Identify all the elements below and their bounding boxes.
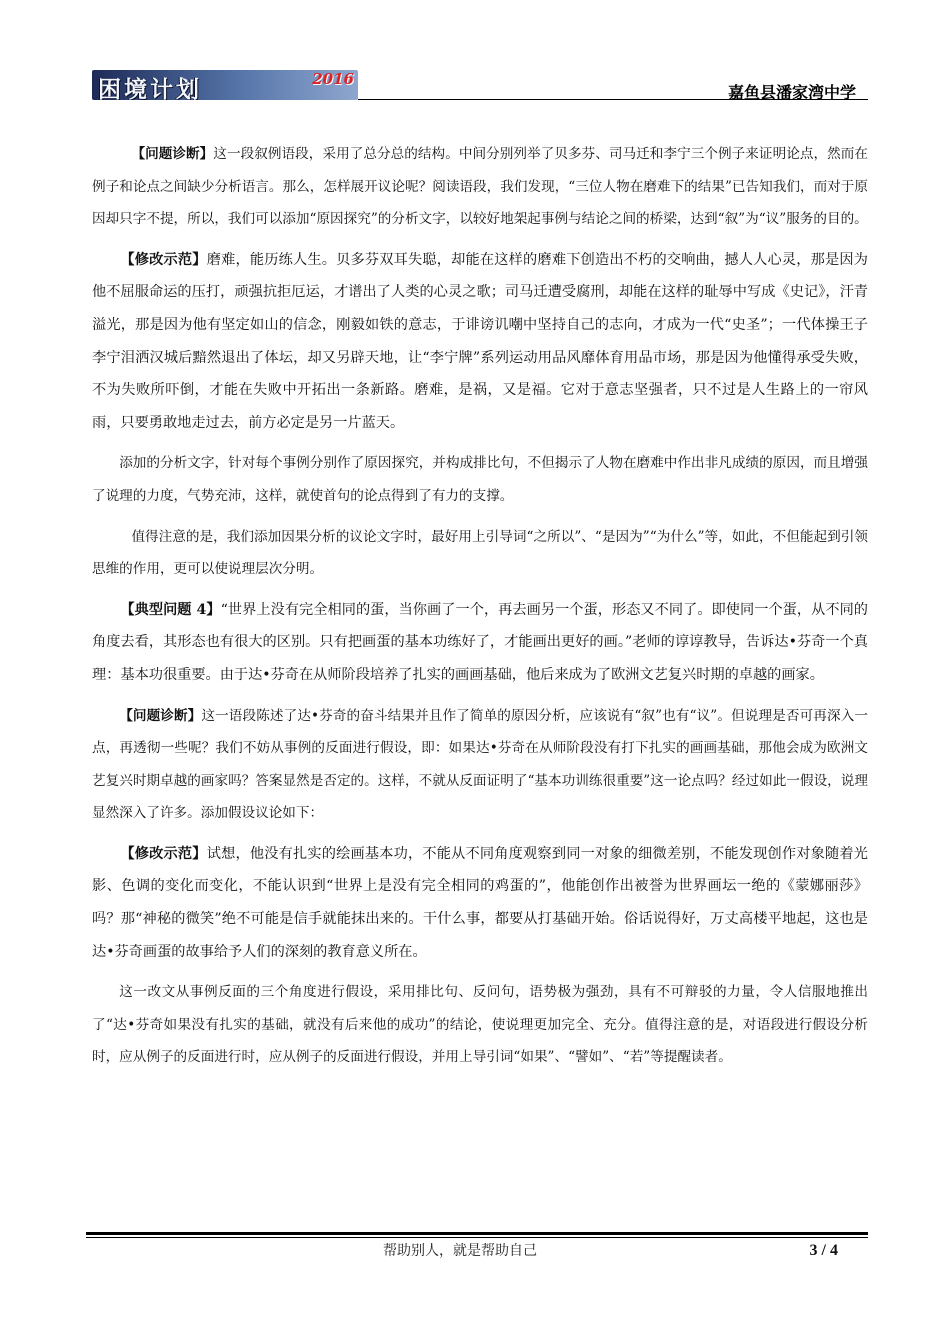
paragraph-text: 值得注意的是，我们添加因果分析的议论文字时，最好用上引导词“之所以”、“是因为”“为什么”等，如此，不但能起到引领思维的作用，更可以使说理层次分明。: [92, 528, 868, 578]
paragraph-tag: 【问题诊断】: [119, 707, 202, 724]
paragraph-text: 这一改文从事例反面的三个角度进行假设，采用排比句、反问句，语势极为强劲，具有不可辩驳的力量，令人信服地推出了“达•芬奇如果没有扎实的基础，就没有后来他的成功”的结论，使说理更加完全、充分。值得注意的是，对语段进行假设分析时，应从例子的反面进行时，应从例子的反面进行假设，并用上导引词“如果”、“譬如”、“若”等提醒读者。: [92, 984, 868, 1066]
paragraph-note-1: [92, 521, 868, 586]
logo-banner: [92, 70, 358, 100]
paragraph-diagnosis-2: [92, 700, 868, 830]
paragraph-tag: 【典型问题 4】: [120, 601, 221, 618]
paragraph-tag: 【修改示范】: [120, 251, 207, 268]
paragraph-text: 这一语段陈述了达•芬奇的奋斗结果并且作了简单的原因分析，应该说有“叙”也有“议”。但说理是否可再深入一点，再透彻一些呢？我们不妨从事例的反面进行假设，即：如果达•芬奇在从师阶段没有打下扎实的画画基础，那他会成为欧洲文艺复兴时期卓越的画家吗？答案显然是否定的。这样，不就从反面证明了“基本功训练很重要”这一论点吗？经过如此一假设，说理显然深入了许多。添加假设议论如下：: [92, 707, 868, 822]
footer-motto: 帮助别人，就是帮助自己: [383, 1243, 537, 1259]
paragraph-revision-2: [92, 838, 868, 968]
logo-text: 困境计划: [98, 76, 202, 100]
paragraph-analysis-1: [92, 447, 868, 512]
paragraph-analysis-2: [92, 976, 868, 1074]
paragraph-text: 这一段叙例语段，采用了总分总的结构。中间分别列举了贝多芬、司马迁和李宁三个例子来证明论点，然而在例子和论点之间缺少分析语言。那么，怎样展开议论呢？阅读语段，我们发现，“三位人物在磨难下的结果”已告知我们，而对于原因却只字不提，所以，我们可以添加“原因探究”的分析文字，以较好地架起事例与结论之间的桥梁，达到“叙”为“议”服务的目的。: [92, 146, 869, 228]
footer-rule-thick: [86, 1232, 868, 1235]
footer-rule-thin: [86, 1237, 868, 1238]
school-name: 嘉鱼县潘家湾中学: [727, 83, 856, 102]
page-number: 3 / 4: [809, 1242, 838, 1259]
logo-year: 2016: [312, 70, 354, 88]
paragraph-typical-problem-4: [92, 594, 868, 692]
paragraph-tag: 【问题诊断】: [131, 146, 214, 162]
paragraph-revision-1: [92, 244, 868, 440]
document-body: [92, 138, 868, 1082]
paragraph-text: 试想，他没有扎实的绘画基本功，不能从不同角度观察到同一对象的细微差别，不能发现创作对象随着光影、色调的变化而变化，不能认识到“世界上是没有完全相同的鸡蛋的”，他能创作出被誉为世界画坛一绝的《蒙娜丽莎》吗？那“神秘的微笑”绝不可能是信手就能抹出来的。干什么事，都要从打基础开始。俗话说得好，万丈高楼平地起，这也是达•芬奇画蛋的故事给予人们的深刻的教育意义所在。: [92, 845, 868, 960]
paragraph-text: 添加的分析文字，针对每个事例分别作了原因探究，并构成排比句，不但揭示了人物在磨难中作出非凡成绩的原因，而且增强了说理的力度，气势充沛，这样，就使首句的论点得到了有力的支撑。: [92, 455, 868, 504]
paragraph-text: “世界上没有完全相同的蛋，当你画了一个，再去画另一个蛋，形态又不同了。即使同一个蛋，从不同的角度去看，其形态也有很大的区别。只有把画蛋的基本功练好了，才能画出更好的画。”老师的谆谆教导，告诉达•芬奇一个真理：基本功很重要。由于达•芬奇在从师阶段培养了扎实的画画基础，他后来成为了欧洲文艺复兴时期的卓越的画家。: [92, 601, 868, 683]
paragraph-text: 磨难，能历练人生。贝多芬双耳失聪，却能在这样的磨难下创造出不朽的交响曲，撼人人心灵，那是因为他不屈服命运的压打，顽强抗拒厄运，才谱出了人类的心灵之歌；司马迁遭受腐刑，却能在这样的耻辱中写成《史记》，汗青溢光，那是因为他有坚定如山的信念，刚毅如铁的意志，于诽谤讥嘲中坚持自己的志向，才成为一代“史圣”；一代体操王子李宁泪洒汉城后黯然退出了体坛，却又另辟天地，让“李宁牌”系列运动用品风靡体育用品市场，那是因为他懂得承受失败，不为失败所吓倒，才能在失败中开拓出一条新路。磨难，是祸，又是福。它对于意志坚强者，只不过是人生路上的一帘风雨，只要勇敢地走过去，前方必定是另一片蓝天。: [92, 251, 868, 431]
page-header: [92, 70, 868, 104]
paragraph-diagnosis-1: [92, 138, 868, 236]
paragraph-tag: 【修改示范】: [120, 845, 207, 862]
